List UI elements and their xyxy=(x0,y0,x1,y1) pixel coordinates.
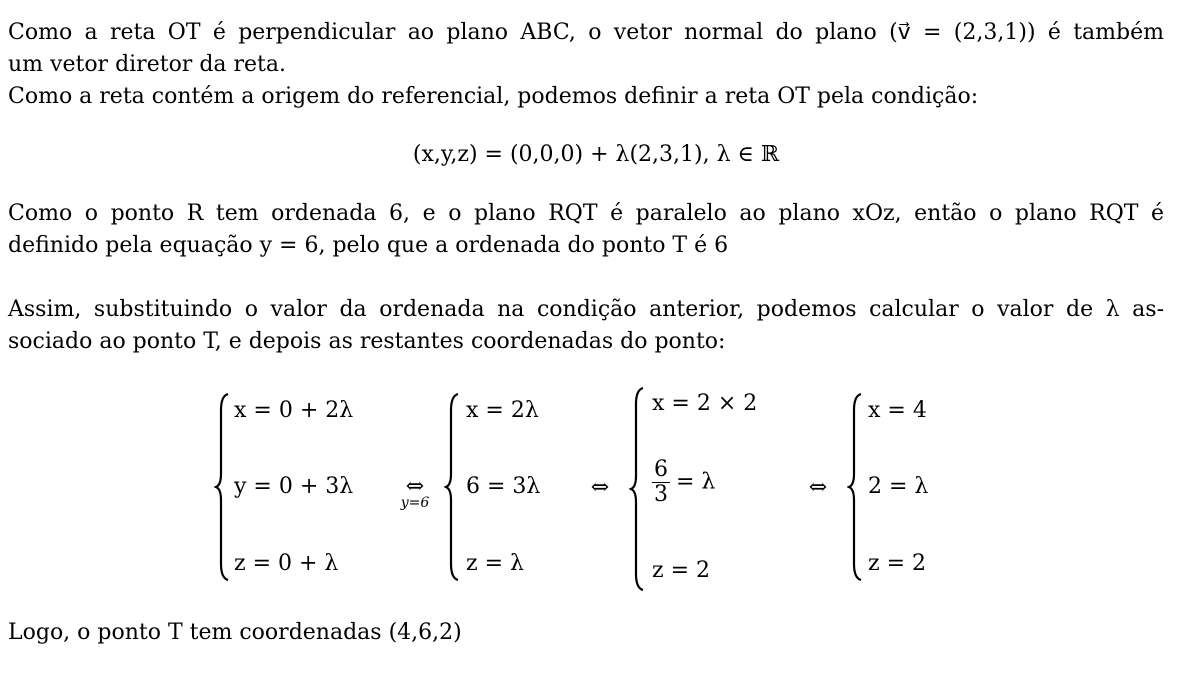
paragraph-line: sociado ao ponto T, e depois as restantes coordenadas do ponto: xyxy=(8,329,726,354)
paragraph-line: Logo, o ponto T tem coordenadas (4,6,2) xyxy=(8,620,462,645)
fraction-numerator: 6 xyxy=(654,457,668,482)
system1-eq3: z = 0 + λ xyxy=(234,551,339,576)
paragraph-line: definido pela equação y = 6, pelo que a ordenada do ponto T é 6 xyxy=(8,233,729,258)
left-brace-icon xyxy=(629,386,647,592)
equivalence-condition: y=6 xyxy=(400,495,430,511)
paragraph-line: Como a reta contém a origem do referencial, podemos definir a reta OT pela condição: xyxy=(8,84,979,109)
system4-eq3: z = 2 xyxy=(868,551,927,576)
fraction-rest: = λ xyxy=(676,469,716,495)
paragraph-line: Assim, substituindo o valor da ordenada na condição anterior, podemos calcular o valor de λ as- xyxy=(8,297,1164,322)
left-brace-icon xyxy=(847,392,865,582)
system2-eq3: z = λ xyxy=(466,551,524,576)
paragraph-line: Como a reta OT é perpendicular ao plano ABC, o vetor normal do plano (v⃗ = (2,3,1)) é também xyxy=(8,20,1164,45)
equivalence-arrow-icon: ⇔ xyxy=(405,474,425,499)
paragraph-substitution xyxy=(8,294,1164,358)
equivalence-arrow-icon: ⇔ xyxy=(590,475,610,500)
left-brace-icon xyxy=(214,392,232,582)
system2-eq2: 6 = 3λ xyxy=(466,474,541,499)
left-brace-icon xyxy=(444,392,462,582)
system4-eq1: x = 4 xyxy=(868,398,927,423)
system1-eq2: y = 0 + 3λ xyxy=(234,474,354,499)
system1-eq1: x = 0 + 2λ xyxy=(234,398,354,423)
system3-eq3: z = 2 xyxy=(652,558,711,583)
paragraph-line: um vetor diretor da reta. xyxy=(8,52,286,77)
system4-eq2: 2 = λ xyxy=(868,474,929,499)
paragraph-plane-rqt xyxy=(8,198,1164,262)
fraction xyxy=(652,458,670,507)
paragraph-line: Como o ponto R tem ordenada 6, e o plano RQT é paralelo ao plano xOz, então o plano RQT é xyxy=(8,201,1164,226)
vector-equation: (x,y,z) = (0,0,0) + λ(2,3,1), λ ∈ ℝ xyxy=(412,142,780,167)
paragraph-normal-vector xyxy=(8,17,1164,81)
fraction-denominator: 3 xyxy=(654,482,668,507)
paragraph-conclusion xyxy=(8,617,1164,649)
paragraph-line-condition xyxy=(8,81,1164,113)
system3-eq1: x = 2 × 2 xyxy=(652,391,758,416)
equivalence-arrow-icon: ⇔ xyxy=(808,475,828,500)
system3-eq2 xyxy=(652,458,715,507)
system2-eq1: x = 2λ xyxy=(466,398,539,423)
